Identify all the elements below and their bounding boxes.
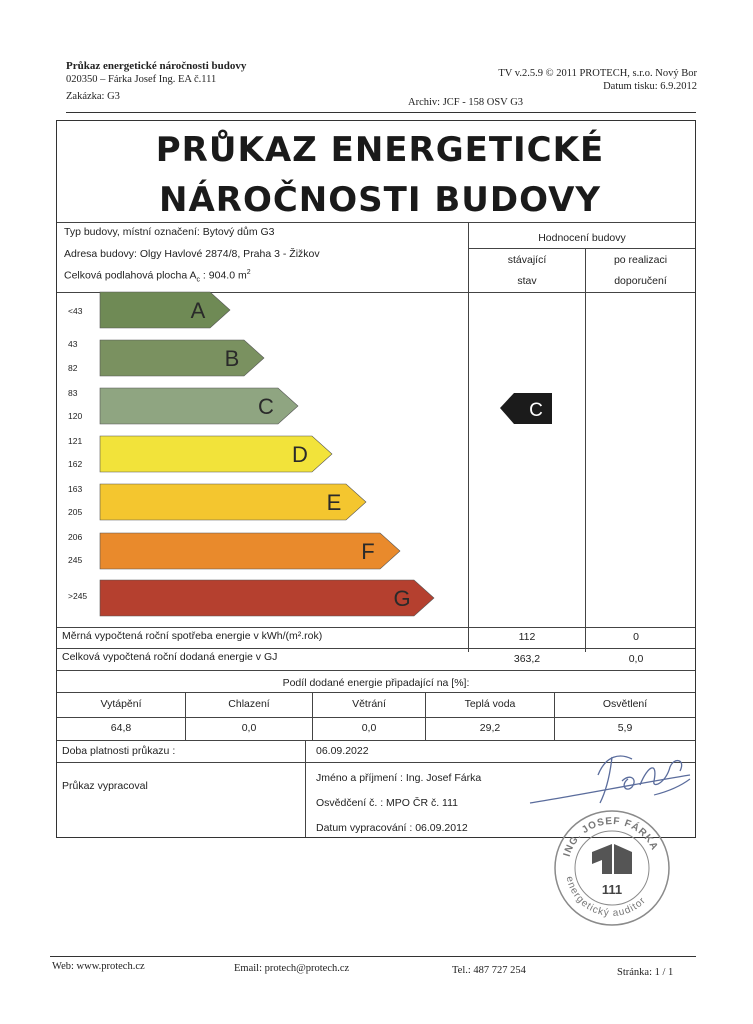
author-line: 020350 – Fárka Josef Ing. EA č.111	[66, 74, 217, 85]
footer-phone: Tel.: 487 727 254	[452, 965, 526, 976]
print-date: Datum tisku: 6.9.2012	[603, 81, 697, 92]
main-title-line1: PRŮKAZ ENERGETICKÉ	[155, 130, 605, 170]
stamp-logo-icon	[592, 844, 632, 874]
current-class-letter: C	[529, 400, 543, 421]
total-energy-label: Celková vypočtená roční dodaná energie v GJ	[62, 651, 278, 663]
class-a-range: <43	[68, 306, 83, 316]
divider	[57, 627, 695, 628]
share-val-cooling: 0,0	[241, 722, 257, 734]
share-col-lighting: Osvětlení	[602, 698, 648, 710]
class-e-range-top: 163	[68, 484, 83, 494]
share-val-ventilation: 0,0	[361, 722, 377, 734]
class-g-range: >245	[68, 591, 88, 601]
share-title: Podíl dodané energie připadající na [%]:	[282, 677, 470, 689]
rating-current-1: stávající	[507, 254, 547, 266]
building-type: Typ budovy, místní označení: Bytový dům G3	[64, 226, 275, 238]
class-arrow-d	[100, 436, 332, 472]
auditor-stamp	[552, 808, 670, 926]
stamp-top-text: ING. JOSEF FÁRKA	[561, 815, 661, 858]
share-val-lighting: 5,9	[617, 722, 633, 734]
specific-energy-label: Měrná vypočtená roční spotřeba energie v kWh/(m².rok)	[62, 630, 323, 642]
class-letter-g: G	[393, 586, 411, 611]
divider	[57, 717, 695, 718]
class-letter-e: E	[326, 490, 342, 515]
prepared-date: Datum vypracování : 06.09.2012	[316, 822, 468, 834]
class-e-range-bottom: 205	[68, 507, 83, 517]
class-arrow-c	[100, 388, 298, 424]
footer-email: Email: protech@protech.cz	[234, 963, 350, 974]
building-address: Adresa budovy: Olgy Havlové 2874/8, Praha 3 - Žižkov	[64, 248, 320, 260]
class-bar-g	[100, 580, 434, 616]
prepared-label: Průkaz vypracoval	[62, 780, 148, 792]
class-bar-a	[100, 292, 230, 328]
class-arrow-e	[100, 484, 366, 520]
current-class-marker	[500, 393, 552, 424]
share-val-hot-water: 29,2	[479, 722, 501, 734]
class-d-range-top: 121	[68, 436, 83, 446]
divider	[57, 740, 695, 741]
rating-current-2: stav	[517, 275, 537, 287]
software-line: TV v.2.5.9 © 2011 PROTECH, s.r.o. Nový Bor	[498, 68, 697, 79]
rating-after-2: doporučení	[614, 275, 667, 287]
share-col-hot-water: Teplá voda	[464, 698, 516, 710]
rating-title: Hodnocení budovy	[538, 232, 626, 244]
class-arrow-b	[100, 340, 264, 376]
class-b-range-top: 43	[68, 339, 78, 349]
prepared-cert: Osvědčení č. : MPO ČR č. 111	[316, 797, 458, 809]
share-col-cooling: Chlazení	[228, 698, 270, 710]
class-letter-a: A	[190, 298, 206, 323]
footer-web: Web: www.protech.cz	[52, 961, 145, 972]
stamp-number: 111	[601, 882, 623, 897]
total-energy-after: 0,0	[628, 653, 644, 665]
class-arrow-f	[100, 533, 400, 569]
validity-label: Doba platnosti průkazu :	[62, 745, 176, 757]
class-letter-d: D	[292, 442, 308, 467]
class-arrow-a	[100, 292, 230, 328]
doc-title-small: Průkaz energetické náročnosti budovy	[66, 60, 247, 72]
class-c-range-bottom: 120	[68, 411, 83, 421]
order-line: Zakázka: G3	[66, 91, 120, 102]
floor-area: Celková podlahová plocha $A_c$ : 904.0 $m^2$	[64, 269, 251, 284]
divider	[57, 648, 695, 649]
specific-energy-after: 0	[633, 631, 639, 643]
class-arrow-g	[100, 580, 434, 616]
validity-value: 06.09.2022	[316, 745, 369, 757]
archive-line: Archiv: JCF - 158 OSV G3	[408, 97, 524, 108]
class-letter-c: C	[258, 394, 274, 419]
class-c-range-top: 83	[68, 388, 78, 398]
signature-image	[520, 745, 700, 815]
share-col-ventilation: Větrání	[352, 698, 386, 710]
stamp-bottom-text: energetický auditor	[563, 875, 649, 920]
class-d-range-bottom: 162	[68, 459, 83, 469]
divider	[305, 740, 306, 837]
footer-page: Stránka: 1 / 1	[617, 967, 674, 978]
total-energy-current: 363,2	[513, 653, 541, 665]
prepared-name: Jméno a příjmení : Ing. Josef Fárka	[316, 772, 482, 784]
class-letter-f: F	[361, 539, 375, 564]
rating-after-1: po realizaci	[613, 254, 668, 266]
divider	[57, 692, 695, 693]
class-letter-b: B	[224, 346, 240, 371]
footer-rule	[50, 956, 696, 957]
class-f-range-top: 206	[68, 532, 83, 542]
share-val-heating: 64,8	[110, 722, 132, 734]
class-bar-b	[100, 340, 264, 376]
class-f-range-bottom: 245	[68, 555, 83, 565]
class-bar-f	[100, 533, 400, 569]
main-title-line2: NÁROČNOSTI BUDOVY	[159, 180, 601, 220]
share-col-heating: Vytápění	[100, 698, 142, 710]
divider	[57, 670, 695, 671]
specific-energy-current: 112	[518, 631, 536, 643]
class-b-range-bottom: 82	[68, 363, 78, 373]
